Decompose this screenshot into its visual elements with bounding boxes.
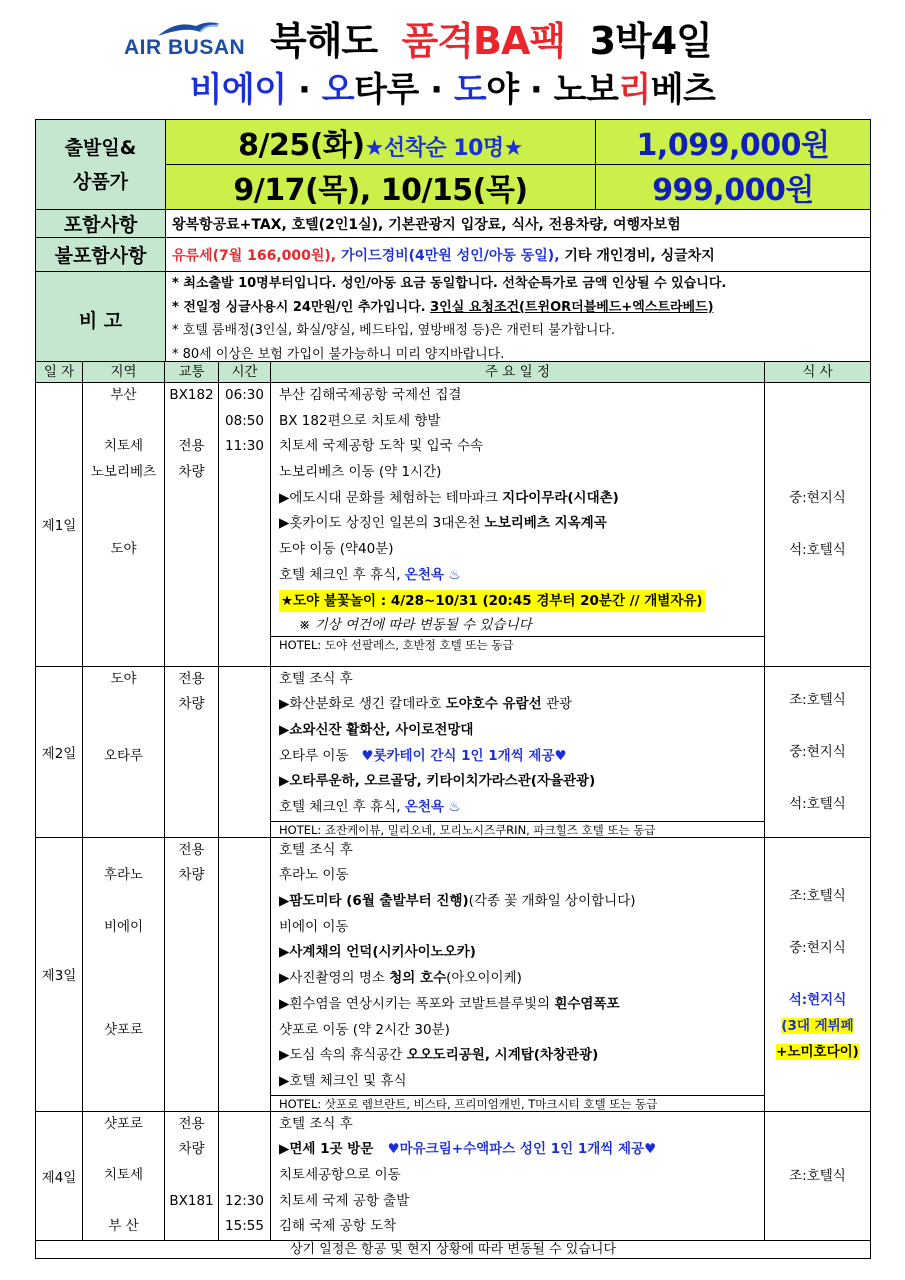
header-time: 시간 bbox=[219, 362, 271, 383]
header bbox=[0, 0, 905, 115]
subtitle-segment: 타루 · bbox=[354, 70, 454, 110]
schedule-line bbox=[279, 692, 764, 718]
date1-note: ★선착순 10명★ bbox=[364, 136, 523, 161]
departure-label-line2: 상품가 bbox=[72, 170, 129, 193]
time-item bbox=[219, 1163, 270, 1189]
gift-note: ♥롯카테이 간식 1인 1개씩 제공♥ bbox=[361, 747, 567, 764]
note-4: * 80세 이상은 보험 가입이 불가능하니 미리 양지바랍니다. bbox=[172, 346, 505, 362]
fireworks-highlight: ★도야 불꽃놀이 : 4/28~10/31 (20:45 경부터 20분간 // 개별자유) bbox=[279, 590, 705, 612]
transport-item bbox=[165, 1163, 218, 1189]
day-row bbox=[36, 1111, 871, 1240]
schedule-line: 후라노 이동 bbox=[279, 867, 349, 884]
schedule-text: 호텔 체크인 후 휴식, bbox=[279, 799, 405, 815]
transport-column bbox=[165, 666, 219, 837]
transport-item bbox=[165, 409, 218, 435]
region-item bbox=[83, 769, 164, 795]
region-item bbox=[83, 1069, 164, 1095]
schedule-line bbox=[279, 966, 764, 992]
schedule-line bbox=[279, 1137, 764, 1163]
meal-item: 석:호텔식 bbox=[789, 795, 846, 812]
schedule-column bbox=[271, 837, 765, 1111]
transport-item: 전용 bbox=[178, 438, 205, 455]
price-2: 999,000원 bbox=[596, 165, 871, 210]
schedule-line: 노보리베츠 이동 (약 1시간) bbox=[279, 464, 442, 481]
day-row bbox=[36, 666, 871, 837]
notes-text bbox=[166, 272, 871, 367]
header-schedule: 주 요 일 정 bbox=[271, 362, 765, 383]
schedule-column bbox=[271, 666, 765, 837]
subtitle-segment: 야 · 노보 bbox=[486, 70, 619, 110]
schedule-highlight: ▶팜도미타 bbox=[279, 893, 347, 910]
onsen-label: 온천욕 ♨ bbox=[404, 566, 461, 583]
footer-note: 상기 일정은 항공 및 현지 상황에 따라 변동될 수 있습니다 bbox=[36, 1241, 871, 1259]
air-busan-logo bbox=[118, 18, 248, 62]
day-label: 제1일 bbox=[36, 383, 83, 667]
schedule-line: 치토세 국제공항 도착 및 입국 수속 bbox=[279, 438, 484, 455]
schedule-line bbox=[279, 563, 764, 589]
info-table bbox=[35, 119, 871, 367]
schedule-text: (각종 꽃 개화일 상이합니다) bbox=[468, 893, 636, 910]
transport-item: 차량 bbox=[178, 464, 205, 481]
excluded-other: 기타 개인경비, 싱글차지 bbox=[564, 247, 715, 264]
note-3: * 호텔 룸배정(3인실, 화실/양실, 베드타입, 옆방배정 등)은 개런티 불가합니다. bbox=[172, 323, 616, 338]
schedule-line bbox=[279, 744, 764, 770]
schedule-column bbox=[271, 383, 765, 667]
region-item: 노보리베츠 bbox=[90, 464, 157, 481]
schedule-line: 비에이 이동 bbox=[279, 918, 349, 935]
region-item bbox=[83, 589, 164, 615]
schedule-column bbox=[271, 1111, 765, 1240]
region-column bbox=[83, 1111, 165, 1240]
subtitle-segment: · bbox=[286, 70, 322, 110]
region-item: 부산 bbox=[110, 387, 137, 403]
schedule-text: 호텔 체크인 후 휴식, bbox=[279, 566, 405, 583]
meal-item: 조:호텔식 bbox=[765, 1111, 871, 1240]
transport-column bbox=[165, 837, 219, 1111]
region-item bbox=[83, 992, 164, 1018]
transport-column bbox=[165, 383, 219, 667]
hotel-line: HOTEL: 도야 선팔레스, 호반정 호텔 또는 동급 bbox=[271, 636, 764, 652]
subtitle-segment: 리 bbox=[618, 70, 651, 110]
included-text: 왕복항공료+TAX, 호텔(2인1실), 기본관광지 입장료, 식사, 전용차량, 여행자보험 bbox=[166, 210, 871, 238]
departure-label bbox=[36, 120, 166, 210]
schedule-line bbox=[279, 511, 764, 537]
note-1: * 최소출발 10명부터입니다. 성인/아동 요금 동일합니다. 선착순특가로 금액 인상될 수 있습니다. bbox=[172, 276, 727, 291]
excluded-label: 불포함사항 bbox=[36, 238, 166, 272]
region-item bbox=[83, 486, 164, 512]
region-item bbox=[83, 692, 164, 718]
day-row bbox=[36, 837, 871, 1111]
region-item bbox=[83, 563, 164, 589]
region-item: 도야 bbox=[110, 541, 137, 558]
schedule-line bbox=[279, 795, 764, 821]
region-column bbox=[83, 666, 165, 837]
meal-item: 중:현지식 bbox=[789, 940, 846, 957]
meal-drinks-note: +노미호다이) bbox=[776, 1044, 859, 1061]
schedule-highlight: 도야호수 유람선 bbox=[445, 696, 542, 713]
day-label: 제4일 bbox=[36, 1111, 83, 1240]
excluded-text bbox=[166, 238, 871, 272]
notes-label: 비 고 bbox=[36, 272, 166, 367]
schedule-line bbox=[279, 992, 764, 1018]
region-item bbox=[83, 889, 164, 915]
region-item: 샷포로 bbox=[103, 1115, 144, 1132]
region-column bbox=[83, 383, 165, 667]
page-subtitle bbox=[0, 62, 905, 111]
schedule-line: 부산 김해국제공항 국제선 집결 bbox=[279, 387, 462, 403]
schedule-line: 샷포로 이동 (약 2시간 30분) bbox=[279, 1021, 450, 1038]
schedule-line: ▶호텔 체크인 및 휴식 bbox=[279, 1072, 407, 1089]
title-duration: 3박4일 bbox=[589, 19, 712, 63]
gift-note: ♥마유크림+수액파스 성인 1인 1개씩 제공♥ bbox=[387, 1141, 657, 1158]
schedule-text: ▶화산분화로 생긴 칼데라호 bbox=[279, 696, 446, 713]
title-product: 품격BA팩 bbox=[401, 19, 566, 63]
schedule-highlight: 오오도리공원, 시계탑(차창관광) bbox=[406, 1047, 599, 1064]
transport-item: 전용 bbox=[178, 670, 205, 687]
subtitle-segment: 도 bbox=[453, 70, 487, 110]
transport-item: 차량 bbox=[178, 867, 205, 884]
time-column bbox=[219, 1111, 271, 1240]
schedule-line: 호텔 조식 후 bbox=[279, 1115, 353, 1132]
region-item: 오타루 bbox=[103, 747, 144, 764]
departure-label-line1: 출발일& bbox=[64, 136, 137, 159]
excluded-fuel: 유류세(7월 166,000원), bbox=[172, 247, 337, 264]
day-row bbox=[36, 383, 871, 667]
transport-item: 전용 bbox=[178, 841, 205, 858]
meal-item: 중:현지식 bbox=[789, 743, 846, 760]
page-title bbox=[270, 10, 712, 65]
time-item: 12:30 bbox=[225, 1192, 264, 1209]
header-meal: 식 사 bbox=[765, 362, 871, 383]
schedule-line: BX 182편으로 치토세 향발 bbox=[279, 412, 441, 429]
region-item: 후라노 bbox=[103, 867, 144, 884]
region-item bbox=[83, 640, 164, 666]
meal-item: 중:현지식 bbox=[789, 490, 846, 507]
schedule-line bbox=[279, 486, 764, 512]
excluded-guide: 가이드경비(4만원 성인/아동 동일), bbox=[341, 247, 560, 264]
transport-item: BX182 bbox=[169, 387, 214, 403]
schedule-text: ▶사진촬영의 명소 bbox=[279, 970, 390, 987]
schedule-line: 치토세 국제 공항 출발 bbox=[279, 1192, 410, 1209]
included-label: 포함사항 bbox=[36, 210, 166, 238]
schedule-text: ▶도심 속의 휴식공간 bbox=[279, 1047, 407, 1064]
departure-date-1 bbox=[166, 120, 596, 165]
schedule-line: ▶사계채의 언덕(시키사이노오카) bbox=[279, 944, 476, 961]
time-column bbox=[219, 837, 271, 1111]
schedule-line: ▶쇼와신잔 활화산, 사이로전망대 bbox=[279, 721, 474, 738]
region-item bbox=[83, 1043, 164, 1069]
region-item bbox=[83, 511, 164, 537]
schedule-line: 호텔 조식 후 bbox=[279, 841, 353, 858]
time-item bbox=[219, 1137, 270, 1163]
region-item bbox=[83, 614, 164, 640]
schedule-text: (아오이이케) bbox=[446, 970, 522, 987]
subtitle-segment: 베츠 bbox=[650, 70, 716, 110]
time-item bbox=[219, 1112, 270, 1138]
meal-item: 석:호텔식 bbox=[789, 542, 846, 559]
time-item: 06:30 bbox=[225, 387, 264, 403]
schedule-highlight: 청의 호수 bbox=[389, 970, 447, 987]
transport-item: 차량 bbox=[178, 696, 205, 713]
region-item: 치토세 bbox=[103, 1166, 144, 1183]
schedule-line: ▶오타루운하, 오르골당, 키타이치가라스관(자율관광) bbox=[279, 773, 596, 790]
header-region: 지역 bbox=[83, 362, 165, 383]
region-item: 비에이 bbox=[103, 918, 144, 935]
time-column bbox=[219, 666, 271, 837]
schedule-text: 관광 bbox=[541, 696, 573, 713]
hotel-line: HOTEL: 삿포로 렘브란트, 비스타, 프리미엄캐빈, T마크시티 호텔 또는 동급 bbox=[271, 1095, 764, 1111]
schedule-text: ▶에도시대 문화를 체험하는 테마파크 bbox=[279, 489, 503, 506]
itinerary-table bbox=[35, 361, 871, 1259]
region-item: 샷포로 bbox=[103, 1021, 144, 1038]
transport-item: 차량 bbox=[178, 1141, 205, 1158]
footer-row bbox=[36, 1241, 871, 1259]
region-item bbox=[83, 409, 164, 435]
price-1: 1,099,000원 bbox=[596, 120, 871, 165]
schedule-text: 오타루 이동 bbox=[279, 747, 362, 764]
time-column bbox=[219, 383, 271, 667]
header-day: 일 자 bbox=[36, 362, 83, 383]
day-label: 제3일 bbox=[36, 837, 83, 1111]
region-item: 치토세 bbox=[103, 438, 144, 455]
logo-text: AIR BUSAN bbox=[124, 36, 246, 59]
meal-buffet-note: (3대 게뷔페 bbox=[781, 1018, 854, 1035]
region-item bbox=[83, 1189, 164, 1215]
region-column bbox=[83, 837, 165, 1111]
meal-item: 조:호텔식 bbox=[789, 888, 846, 905]
schedule-highlight: 노보리베츠 지옥계곡 bbox=[484, 515, 607, 532]
header-transport: 교통 bbox=[165, 362, 219, 383]
departure-date-2: 9/17(목), 10/15(목) bbox=[166, 165, 596, 210]
note-2: * 전일정 싱글사용시 24만원/인 추가입니다. bbox=[172, 299, 431, 315]
meal-item: 석:현지식 bbox=[788, 992, 847, 1009]
schedule-text: ▶홋카이도 상징인 일본의 3대온천 bbox=[279, 515, 485, 532]
schedule-line: 김해 국제 공항 도착 bbox=[279, 1218, 397, 1235]
region-item bbox=[83, 838, 164, 864]
subtitle-segment: 오 bbox=[321, 70, 355, 110]
region-item bbox=[83, 940, 164, 966]
schedule-line: 호텔 조식 후 bbox=[279, 670, 353, 687]
schedule-highlight: (6월 출발부터 진행) bbox=[346, 893, 469, 910]
region-item bbox=[83, 718, 164, 744]
note-2-triple: 3인실 요청조건(트윈OR더블베드+엑스트라베드) bbox=[430, 299, 714, 315]
region-item bbox=[83, 1137, 164, 1163]
region-item: 부 산 bbox=[108, 1218, 139, 1235]
meal-item: 조:호텔식 bbox=[789, 691, 846, 708]
region-item: 도야 bbox=[110, 670, 137, 687]
time-item: 08:50 bbox=[225, 412, 264, 429]
date1: 8/25(화) bbox=[238, 128, 365, 163]
schedule-line: 치토세공항으로 이동 bbox=[279, 1166, 401, 1183]
onsen-label: 온천욕 ♨ bbox=[404, 799, 461, 815]
schedule-line bbox=[279, 889, 764, 915]
transport-item: 전용 bbox=[178, 1115, 205, 1132]
itinerary-header-row bbox=[36, 362, 871, 383]
schedule-text: ▶흰수염을 연상시키는 폭포와 코발트블루빛의 bbox=[279, 995, 555, 1012]
time-item: 11:30 bbox=[225, 438, 264, 455]
meal-column bbox=[765, 383, 871, 667]
meal-column bbox=[765, 666, 871, 837]
meal-column bbox=[765, 837, 871, 1111]
schedule-line bbox=[279, 1043, 764, 1069]
title-region: 북해도 bbox=[270, 19, 378, 63]
transport-column bbox=[165, 1111, 219, 1240]
transport-item: BX181 bbox=[169, 1192, 214, 1209]
hotel-line: HOTEL: 죠잔케이뷰, 밀리오네, 모리노시즈쿠RIN, 파크힐즈 호텔 또는 동급 bbox=[271, 821, 764, 837]
region-item bbox=[83, 795, 164, 821]
time-item: 15:55 bbox=[225, 1218, 264, 1235]
schedule-highlight: 지다이무라(시대촌) bbox=[502, 489, 619, 506]
weather-note: ※ 기상 여건에 따라 변동될 수 있습니다 bbox=[299, 617, 532, 634]
schedule-line: 도야 이동 (약40분) bbox=[279, 541, 394, 558]
schedule-highlight: 흰수염폭포 bbox=[554, 995, 620, 1012]
day-label: 제2일 bbox=[36, 666, 83, 837]
schedule-line bbox=[279, 589, 764, 615]
schedule-highlight: ▶면세 1곳 방문 bbox=[279, 1141, 388, 1158]
region-item bbox=[83, 966, 164, 992]
subtitle-segment: 비에이 bbox=[189, 70, 287, 110]
